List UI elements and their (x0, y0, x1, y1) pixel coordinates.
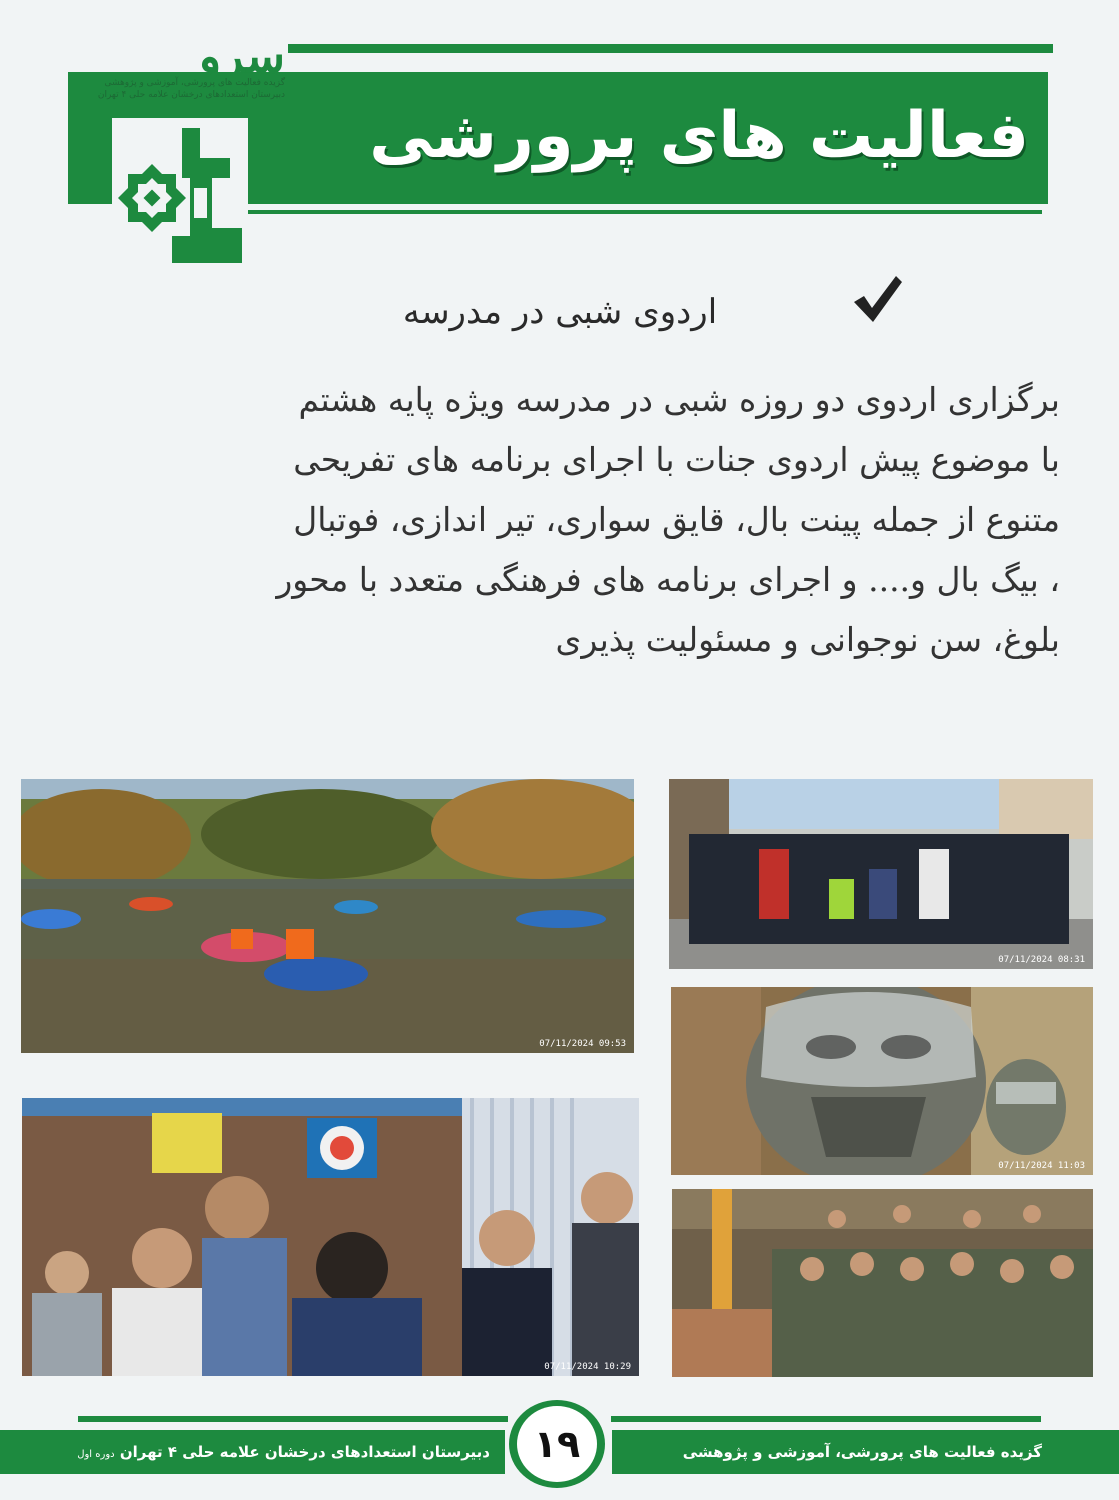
section-title: اردوی شبی در مدرسه (402, 292, 718, 332)
footer-school-name (40, 1430, 490, 1477)
section-body (85, 370, 1060, 670)
brand-subtitle-2: دبیرستان استعدادهای درخشان علامه حلی ۴ تهران (97, 90, 285, 100)
brand-subtitle-1: گزیده فعالیت های پرورشی، آموزشی و پژوهشی (104, 78, 285, 88)
body-line: ، بیگ بال و.... و اجرای برنامه های فرهنگی متعدد با محور (276, 560, 1060, 599)
footer-publication-name: گزیده فعالیت های پرورشی، آموزشی و پژوهشی (682, 1443, 1042, 1461)
school-logo-icon (112, 118, 248, 268)
body-line: با موضوع پیش اردوی جنات با اجرای برنامه های تفریحی (293, 440, 1060, 479)
header-top-rule (288, 44, 1053, 53)
photo-timestamp: 07/11/2024 10:29 (544, 1362, 631, 1372)
page-number: ۱۹ (533, 1422, 581, 1466)
footer-rule-left (78, 1416, 508, 1422)
header-bottom-rule (222, 210, 1042, 214)
body-line: برگزاری اردوی دو روزه شبی در مدرسه ویژه پایه هشتم (298, 380, 1060, 419)
lake-boats-photo (21, 779, 634, 1053)
audience-photo (672, 1189, 1093, 1377)
brand-block (70, 30, 285, 100)
body-line: متنوع از جمله پینت بال، قایق سواری، تیر اندازی، فوتبال (293, 500, 1060, 539)
footer-period: دوره اول (77, 1449, 115, 1460)
page-title: فعالیت های پرورشی (369, 99, 1029, 173)
checkmark-icon (850, 272, 904, 326)
paintball-mask-photo (671, 987, 1093, 1175)
photo-timestamp: 07/11/2024 08:31 (998, 955, 1085, 965)
body-line: بلوغ، سن نوجوانی و مسئولیت پذیری (555, 620, 1060, 659)
footer-school-text: دبیرستان استعدادهای درخشان علامه حلی ۴ تهران (119, 1443, 490, 1461)
footer-rule-right (611, 1416, 1041, 1422)
photo-timestamp: 07/11/2024 09:53 (539, 1039, 626, 1049)
archery-photo (22, 1098, 639, 1376)
photo-timestamp: 07/11/2024 11:03 (998, 1161, 1085, 1171)
group-photo (669, 779, 1093, 969)
brand-name: سرو (198, 29, 285, 83)
